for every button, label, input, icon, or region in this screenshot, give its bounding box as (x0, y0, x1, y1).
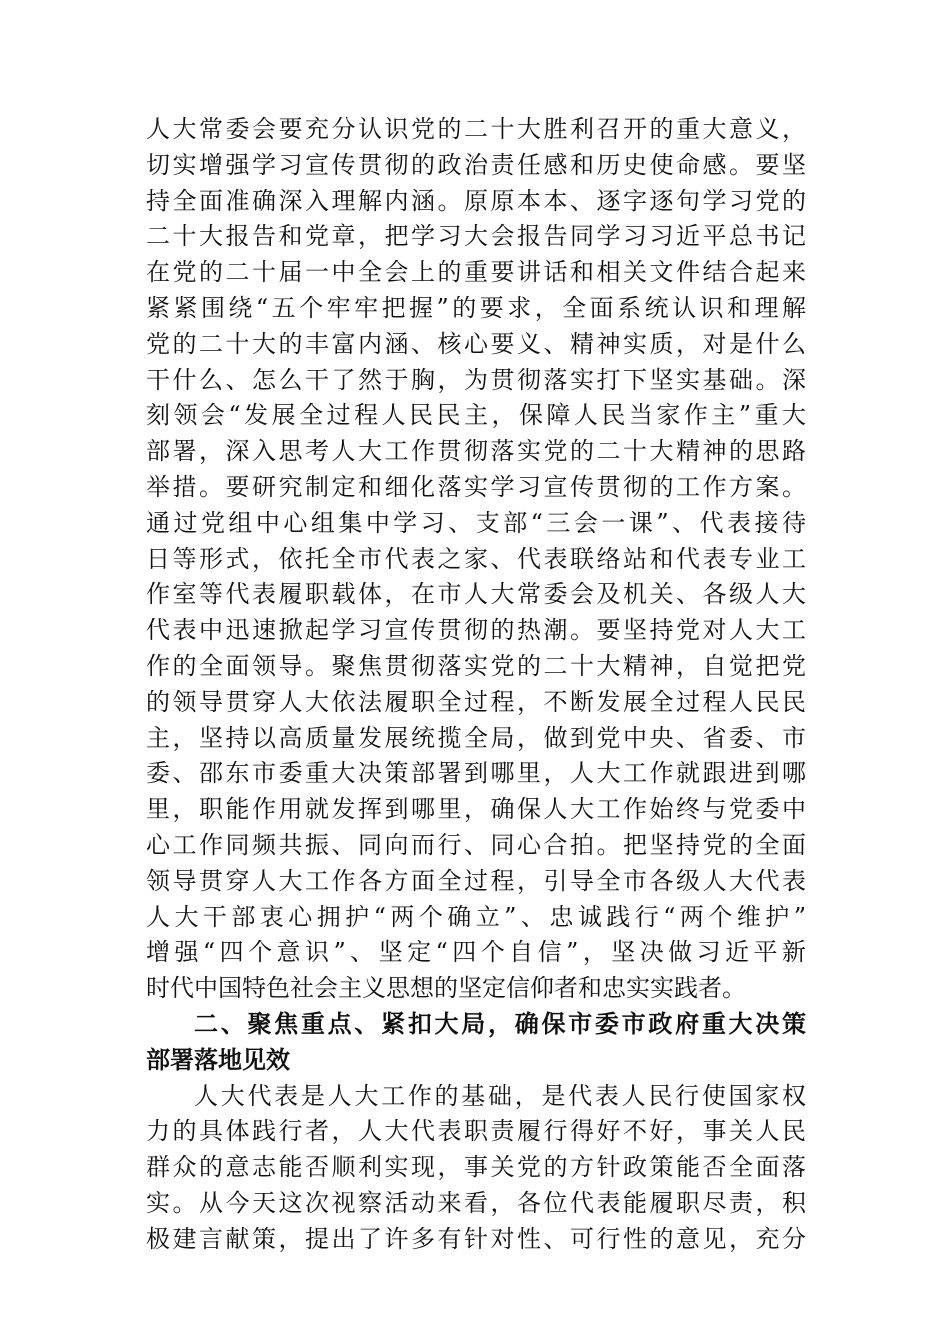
text-line: 在党的二十届一中全会上的重要讲话和相关文件结合起来 (146, 258, 806, 287)
text-line: 党的二十大的丰富内涵、核心要义、精神实质，对是什么 (146, 329, 806, 358)
text-line: 通过党组中心组集中学习、支部“三会一课”、代表接待 (146, 508, 806, 537)
text-line: 二十大报告和党章，把学习大会报告同学习习近平总书记 (146, 222, 806, 251)
text-line: 持全面准确深入理解内涵。原原本本、逐字逐句学习党的 (146, 186, 806, 215)
text-line: 里，职能作用就发挥到哪里，确保人大工作始终与党委中 (146, 795, 806, 824)
heading-line: 部署落地见效 (146, 1045, 290, 1074)
text-line: 的领导贯穿人大依法履职全过程，不断发展全过程人民民 (146, 687, 806, 716)
text-line: 作室等代表履职载体，在市人大常委会及机关、各级人大 (146, 580, 806, 609)
text-line: 部署，深入思考人大工作贯彻落实党的二十大精神的思路 (146, 437, 806, 466)
text-line: 时代中国特色社会主义思想的坚定信仰者和忠实实践者。 (146, 974, 746, 1003)
document-body (146, 112, 806, 1258)
text-line: 心工作同频共振、同向而行、同心合拍。把坚持党的全面 (146, 830, 806, 859)
text-line: 日等形式，依托全市代表之家、代表联络站和代表专业工 (146, 544, 806, 573)
text-line: 极建言献策，提出了许多有针对性、可行性的意见，充分 (146, 1224, 806, 1253)
text-line: 紧紧围绕“五个牢牢把握”的要求，全面系统认识和理解 (146, 293, 806, 322)
text-line: 人大代表是人大工作的基础，是代表人民行使国家权 (194, 1081, 806, 1110)
paragraph-2 (146, 1079, 806, 1258)
text-line: 代表中迅速掀起学习宣传贯彻的热潮。要坚持党对人大工 (146, 616, 806, 645)
text-line: 作的全面领导。聚焦贯彻落实党的二十大精神，自觉把党 (146, 651, 806, 680)
text-line: 干什么、怎么干了然于胸，为贯彻落实打下坚实基础。深 (146, 365, 806, 394)
text-line: 力的具体践行者，人大代表职责履行得好不好，事关人民 (146, 1117, 806, 1146)
text-line: 切实增强学习宣传贯彻的政治责任感和历史使命感。要坚 (146, 150, 806, 179)
text-line: 主，坚持以高质量发展统揽全局，做到党中央、省委、市 (146, 723, 806, 752)
heading-line: 二、聚焦重点、紧扣大局，确保市委市政府重大决策 (194, 1009, 806, 1038)
text-line: 委、邵东市委重大决策部署到哪里，人大工作就跟进到哪 (146, 759, 806, 788)
section-heading-2 (146, 1007, 806, 1079)
text-line: 人大常委会要充分认识党的二十大胜利召开的重大意义， (146, 115, 806, 143)
text-line: 群众的意志能否顺利实现，事关党的方针政策能否全面落 (146, 1153, 806, 1182)
paragraph-1 (146, 112, 806, 1007)
text-line: 领导贯穿人大工作各方面全过程，引导全市各级人大代表 (146, 866, 806, 895)
text-line: 刻领会“发展全过程人民民主，保障人民当家作主”重大 (146, 401, 806, 430)
text-line: 举措。要研究制定和细化落实学习宣传贯彻的工作方案。 (146, 472, 806, 501)
text-line: 人大干部衷心拥护“两个确立”、忠诚践行“两个维护” (146, 902, 806, 931)
text-line: 实。从今天这次视察活动来看，各位代表能履职尽责，积 (146, 1188, 806, 1217)
text-line: 增强“四个意识”、坚定“四个自信”，坚决做习近平新 (146, 938, 806, 967)
